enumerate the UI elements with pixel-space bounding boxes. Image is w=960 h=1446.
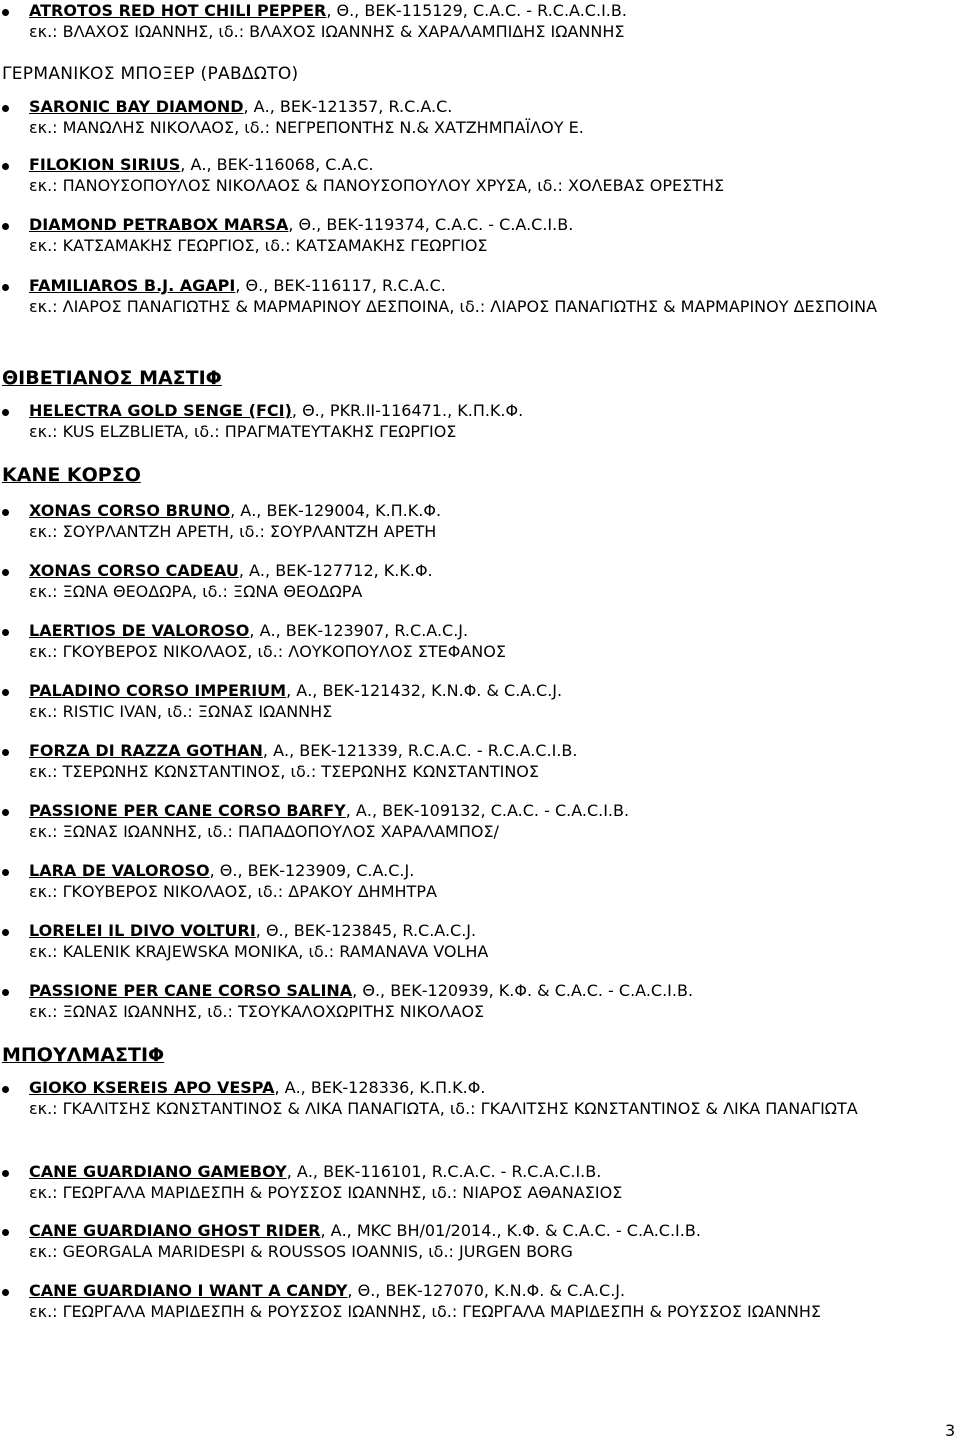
registration-details: , Α., ΒΕΚ-116068, C.A.C.: [180, 155, 374, 174]
entry-title-line: [29, 800, 629, 821]
section-heading: [0, 58, 298, 90]
list-item: [0, 620, 506, 662]
breeder-owner-line: εκ.: ΓΕΩΡΓΑΛΑ ΜΑΡΙΔΕΣΠΗ & ΡΟΥΣΣΟΣ ΙΩΑΝΝΗΣ, ιδ.: ΝΙΑΡΟΣ ΑΘΑΝΑΣΙΟΣ: [29, 1183, 623, 1202]
dog-name: PASSIONE PER CANE CORSO BARFY: [29, 801, 346, 820]
list-item: [0, 560, 433, 602]
entry-title-line: [29, 0, 627, 21]
bullet-icon: [2, 1289, 9, 1296]
breeder-owner-line: εκ.: KALENIK KRAJEWSKA MONIKA, ιδ.: RAMANAVA VOLHA: [29, 942, 489, 961]
list-item: [0, 0, 627, 42]
breeder-owner-line: εκ.: ΚΑΤΣΑΜΑΚΗΣ ΓΕΩΡΓΙΟΣ, ιδ.: ΚΑΤΣΑΜΑΚΗΣ ΓΕΩΡΓΙΟΣ: [29, 236, 488, 255]
breeder-owner-line: εκ.: ΓΚΟΥΒΕΡΟΣ ΝΙΚΟΛΑΟΣ, ιδ.: ΔΡΑΚΟΥ ΔΗΜΗΤΡΑ: [29, 882, 437, 901]
registration-details: , Α., ΒΕΚ-128336, Κ.Π.Κ.Φ.: [274, 1078, 486, 1097]
bullet-icon: [2, 284, 9, 291]
breeder-owner-line: εκ.: ΛΙΑΡΟΣ ΠΑΝΑΓΙΩΤΗΣ & ΜΑΡΜΑΡΙΝΟΥ ΔΕΣΠΟΙΝΑ, ιδ.: ΛΙΑΡΟΣ ΠΑΝΑΓΙΩΤΗΣ & ΜΑΡΜΑΡΙΝΟΥ ΔΕΣΠΟΙΝΑ: [29, 297, 878, 316]
bullet-icon: [2, 869, 9, 876]
dog-name: DIAMOND PETRABOX MARSA: [29, 215, 289, 234]
breeder-owner-line: εκ.: ΓΕΩΡΓΑΛΑ ΜΑΡΙΔΕΣΠΗ & ΡΟΥΣΣΟΣ ΙΩΑΝΝΗΣ, ιδ.: ΓΕΩΡΓΑΛΑ ΜΑΡΙΔΕΣΠΗ & ΡΟΥΣΣΟΣ ΙΩΑΝΝΗΣ: [29, 1302, 822, 1321]
bullet-icon: [2, 989, 9, 996]
list-item: [0, 1077, 929, 1119]
registration-details: , Α., ΒΕΚ-121432, Κ.Ν.Φ. & C.A.C.J.: [286, 681, 563, 700]
list-item: [0, 800, 629, 842]
list-item: [0, 400, 523, 442]
registration-details: , Θ., PKR.II-116471., Κ.Π.Κ.Φ.: [291, 401, 524, 420]
entry-title-line: [29, 1280, 929, 1301]
section-heading: [0, 362, 222, 394]
section-heading: [0, 459, 141, 491]
breeder-owner-line: εκ.: ΒΛΑΧΟΣ ΙΩΑΝΝΗΣ, ιδ.: ΒΛΑΧΟΣ ΙΩΑΝΝΗΣ & ΧΑΡΑΛΑΜΠΙΔΗΣ ΙΩΑΝΝΗΣ: [29, 22, 625, 41]
registration-details: , Θ., ΒΕΚ-127070, Κ.Ν.Φ. & C.A.C.J.: [347, 1281, 626, 1300]
section-title: ΘΙΒΕΤΙΑΝΟΣ ΜΑΣΤΙΦ: [2, 367, 222, 389]
registration-details: , Α., ΒΕΚ-123907, R.C.A.C.J.: [249, 621, 469, 640]
bullet-icon: [2, 163, 9, 170]
breeder-owner-line: εκ.: ΤΣΕΡΩΝΗΣ ΚΩΝΣΤΑΝΤΙΝΟΣ, ιδ.: ΤΣΕΡΩΝΗΣ ΚΩΝΣΤΑΝΤΙΝΟΣ: [29, 762, 539, 781]
dog-name: SARONIC BAY DIAMOND: [29, 97, 244, 116]
list-item: [0, 740, 577, 782]
section-heading: [0, 1039, 164, 1071]
entry-title-line: [29, 740, 577, 761]
dog-name: XONAS CORSO BRUNO: [29, 501, 231, 520]
section-title: ΜΠΟΥΛΜΑΣΤΙΦ: [2, 1044, 165, 1066]
registration-details: , Α., ΒΕΚ-121357, R.C.A.C.: [243, 97, 453, 116]
breeder-owner-line: εκ.: ΓΚΑΛΙΤΣΗΣ ΚΩΝΣΤΑΝΤΙΝΟΣ & ΛΙΚΑ ΠΑΝΑΓΙΩΤΑ, ιδ.: ΓΚΑΛΙΤΣΗΣ ΚΩΝΣΤΑΝΤΙΝΟΣ & ΛΙΚΑ ΠΑΝΑΓΙΩΤΑ: [29, 1099, 858, 1118]
dog-name: CANE GUARDIANO GHOST RIDER: [29, 1221, 321, 1240]
bullet-icon: [2, 569, 9, 576]
registration-details: , Α., ΒΕΚ-129004, Κ.Π.Κ.Φ.: [230, 501, 442, 520]
list-item: [0, 154, 724, 196]
entry-title-line: [29, 214, 573, 235]
dog-name: FILOKION SIRIUS: [29, 155, 181, 174]
dog-name: GIOKO KSEREIS APO VESPA: [29, 1078, 275, 1097]
bullet-icon: [2, 1086, 9, 1093]
section-title: ΓΕΡΜΑΝΙΚΟΣ ΜΠΟΞΕΡ (ΡΑΒΔΩΤΟ): [2, 64, 299, 84]
dog-name: PALADINO CORSO IMPERIUM: [29, 681, 287, 700]
breeder-owner-line: εκ.: GEORGALA MARIDESPI & ROUSSOS IOANNIS, ιδ.: JURGEN BORG: [29, 1242, 573, 1261]
entry-title-line: [29, 1161, 622, 1182]
registration-details: , Θ., ΒΕΚ-115129, C.A.C. - R.C.A.C.I.B.: [326, 1, 627, 20]
registration-details: , Θ., ΒΕΚ-120939, Κ.Φ. & C.A.C. - C.A.C.I.B.: [352, 981, 694, 1000]
bullet-icon: [2, 9, 9, 16]
list-item: [0, 860, 437, 902]
breeder-owner-line: εκ.: ΜΑΝΩΛΗΣ ΝΙΚΟΛΑΟΣ, ιδ.: ΝΕΓΡΕΠΟΝΤΗΣ Ν.& ΧΑΤΖΗΜΠΑΪΛΟΥ Ε.: [29, 118, 584, 137]
entry-title-line: [29, 980, 693, 1001]
breeder-owner-line: εκ.: KUS ELZBLIETA, ιδ.: ΠΡΑΓΜΑΤΕΥΤΑΚΗΣ ΓΕΩΡΓΙΟΣ: [29, 422, 457, 441]
entry-title-line: [29, 400, 523, 421]
registration-details: , Θ., ΒΕΚ-119374, C.A.C. - C.A.C.I.B.: [288, 215, 574, 234]
list-item: [0, 214, 573, 256]
breeder-owner-line: εκ.: ΓΚΟΥΒΕΡΟΣ ΝΙΚΟΛΑΟΣ, ιδ.: ΛΟΥΚΟΠΟΥΛΟΣ ΣΤΕΦΑΝΟΣ: [29, 642, 506, 661]
list-item: [0, 1161, 622, 1203]
breeder-owner-line: εκ.: ΠΑΝΟΥΣΟΠΟΥΛΟΣ ΝΙΚΟΛΑΟΣ & ΠΑΝΟΥΣΟΠΟΥΛΟΥ ΧΡΥΣΑ, ιδ.: ΧΟΛΕΒΑΣ ΟΡΕΣΤΗΣ: [29, 176, 725, 195]
registration-details: , Θ., ΒΕΚ-116117, R.C.A.C.: [235, 276, 446, 295]
bullet-icon: [2, 689, 9, 696]
list-item: [0, 96, 584, 138]
dog-name: XONAS CORSO CADEAU: [29, 561, 239, 580]
entry-title-line: [29, 680, 562, 701]
entry-title-line: [29, 1220, 701, 1241]
dog-name: HELECTRA GOLD SENGE (FCI): [29, 401, 292, 420]
dog-name: LARA DE VALOROSO: [29, 861, 210, 880]
list-item: [0, 920, 488, 962]
dog-name: FORZA DI RAZZA GOTHAN: [29, 741, 263, 760]
list-item: [0, 1220, 701, 1262]
registration-details: , Α., ΒΕΚ-127712, Κ.Κ.Φ.: [238, 561, 433, 580]
breeder-owner-line: εκ.: ΞΩΝΑΣ ΙΩΑΝΝΗΣ, ιδ.: ΤΣΟΥΚΑΛΟΧΩΡΙΤΗΣ ΝΙΚΟΛΑΟΣ: [29, 1002, 485, 1021]
entry-title-line: [29, 96, 584, 117]
bullet-icon: [2, 223, 9, 230]
bullet-icon: [2, 1170, 9, 1177]
list-item: [0, 980, 693, 1022]
dog-name: FAMILIAROS B.J. AGAPI: [29, 276, 236, 295]
page-number: 3: [945, 1421, 956, 1440]
entry-title-line: [29, 500, 441, 521]
dog-name: CANE GUARDIANO I WANT A CANDY: [29, 1281, 348, 1300]
dog-name: ATROTOS RED HOT CHILI PEPPER: [29, 1, 327, 20]
registration-details: , Α., ΒΕΚ-116101, R.C.A.C. - R.C.A.C.I.B.: [286, 1162, 602, 1181]
dog-name: CANE GUARDIANO GAMEBOY: [29, 1162, 287, 1181]
entry-title-line: [29, 920, 488, 941]
breeder-owner-line: εκ.: RISTIC IVAN, ιδ.: ΞΩΝΑΣ ΙΩΑΝΝΗΣ: [29, 702, 333, 721]
list-item: [0, 1280, 929, 1322]
entry-title-line: [29, 275, 929, 296]
entry-title-line: [29, 1077, 929, 1098]
entry-title-line: [29, 620, 506, 641]
registration-details: , Θ., ΒΕΚ-123845, R.C.A.C.J.: [255, 921, 477, 940]
breeder-owner-line: εκ.: ΞΩΝΑ ΘΕΟΔΩΡΑ, ιδ.: ΞΩΝΑ ΘΕΟΔΩΡΑ: [29, 582, 363, 601]
dog-name: LAERTIOS DE VALOROSO: [29, 621, 250, 640]
breeder-owner-line: εκ.: ΞΩΝΑΣ ΙΩΑΝΝΗΣ, ιδ.: ΠΑΠΑΔΟΠΟΥΛΟΣ ΧΑΡΑΛΑΜΠΟΣ/: [29, 822, 499, 841]
bullet-icon: [2, 809, 9, 816]
bullet-icon: [2, 509, 9, 516]
list-item: [0, 275, 929, 317]
entry-title-line: [29, 154, 724, 175]
registration-details: , Θ., ΒΕΚ-123909, C.A.C.J.: [209, 861, 415, 880]
dog-name: PASSIONE PER CANE CORSO SALINA: [29, 981, 353, 1000]
bullet-icon: [2, 629, 9, 636]
entry-title-line: [29, 860, 437, 881]
bullet-icon: [2, 409, 9, 416]
bullet-icon: [2, 749, 9, 756]
section-title: ΚΑΝΕ ΚΟΡΣΟ: [2, 464, 141, 486]
registration-details: , Α., ΒΕΚ-109132, C.A.C. - C.A.C.I.B.: [345, 801, 630, 820]
bullet-icon: [2, 929, 9, 936]
bullet-icon: [2, 105, 9, 112]
registration-details: , Α., ΒΕΚ-121339, R.C.A.C. - R.C.A.C.I.B.: [262, 741, 578, 760]
list-item: [0, 680, 562, 722]
entry-title-line: [29, 560, 433, 581]
breeder-owner-line: εκ.: ΣΟΥΡΛΑΝΤΖΗ ΑΡΕΤΗ, ιδ.: ΣΟΥΡΛΑΝΤΖΗ ΑΡΕΤΗ: [29, 522, 437, 541]
list-item: [0, 500, 441, 542]
registration-details: , Α., MKC BH/01/2014., Κ.Φ. & C.A.C. - C.A.C.I.B.: [320, 1221, 701, 1240]
dog-name: LORELEI IL DIVO VOLTURI: [29, 921, 256, 940]
bullet-icon: [2, 1229, 9, 1236]
